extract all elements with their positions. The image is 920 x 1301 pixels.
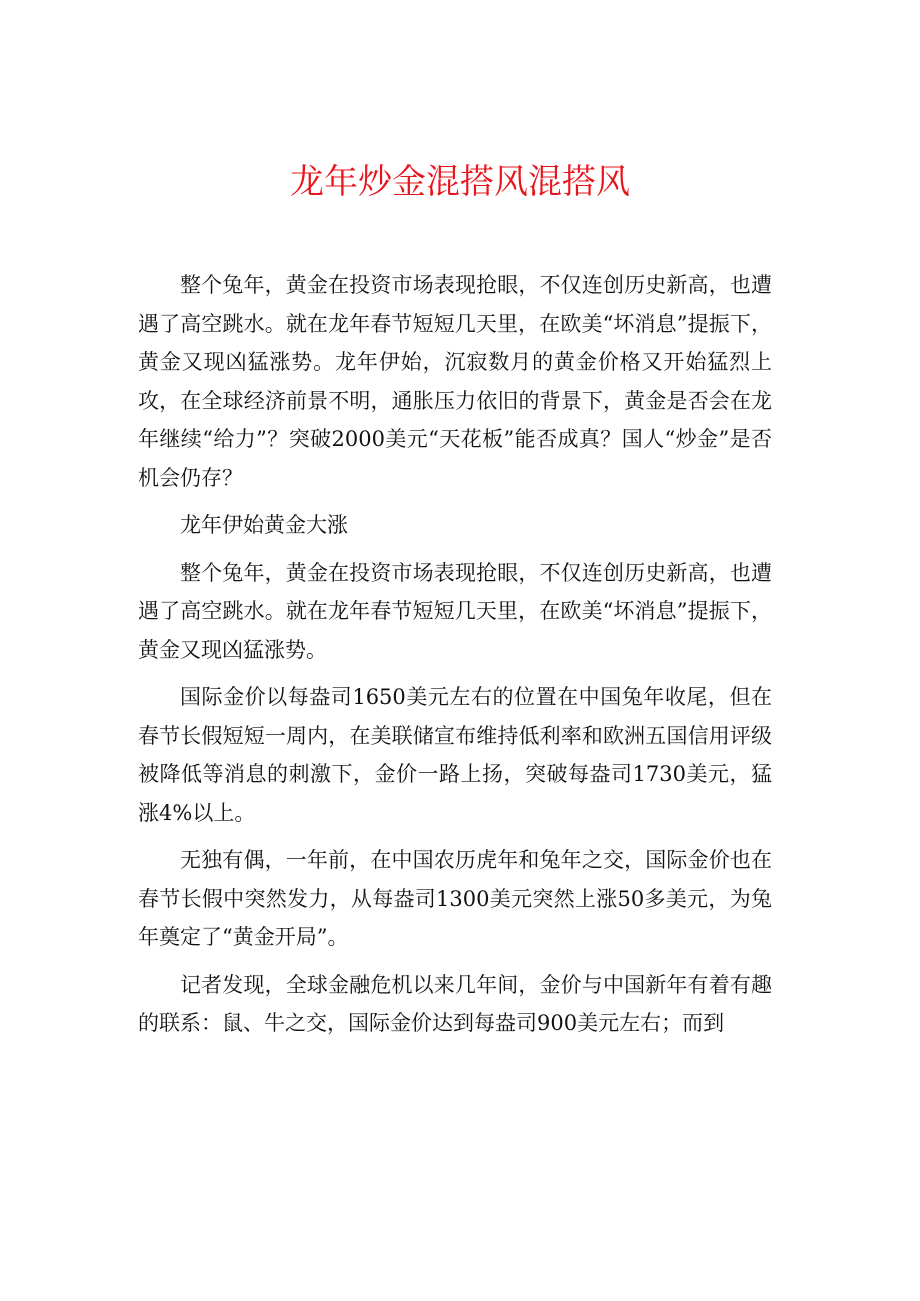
paragraph-intro: 整个兔年，黄金在投资市场表现抢眼，不仅连创历史新高，也遭遇了高空跳水。就在龙年春节短短几天里，在欧美“坏消息”提振下，黄金又现凶猛涨势。龙年伊始，沉寂数月的黄金价格又开始猛烈上攻，在全球经济前景不明，通胀压力依旧的背景下，黄金是否会在龙年继续“给力”？突破2000美元“天花板”能否成真？国人“炒金”是否机会仍存？	[138, 273, 772, 490]
paragraph: 无独有偶，一年前，在中国农历虎年和兔年之交，国际金价也在春节长假中突然发力，从每盎司1300美元突然上涨50多美元，为兔年奠定了“黄金开局”。	[138, 848, 772, 949]
page-title: 龙年炒金混搭风混搭风	[290, 162, 630, 202]
section-heading: 龙年伊始黄金大涨	[180, 513, 348, 537]
paragraph: 整个兔年，黄金在投资市场表现抢眼，不仅连创历史新高，也遭遇了高空跳水。就在龙年春节短短几天里，在欧美“坏消息”提振下，黄金又现凶猛涨势。	[138, 560, 772, 662]
paragraph: 记者发现，全球金融危机以来几年间，金价与中国新年有着有趣的联系：鼠、牛之交，国际金价达到每盎司900美元左右；而到	[138, 972, 772, 1035]
article-body	[138, 266, 772, 1052]
paragraph: 国际金价以每盎司1650美元左右的位置在中国兔年收尾，但在春节长假短短一周内，在美联储宣布维持低利率和欧洲五国信用评级被降低等消息的刺激下，金价一路上扬，突破每盎司1730美元，猛涨4%以上。	[138, 685, 772, 825]
